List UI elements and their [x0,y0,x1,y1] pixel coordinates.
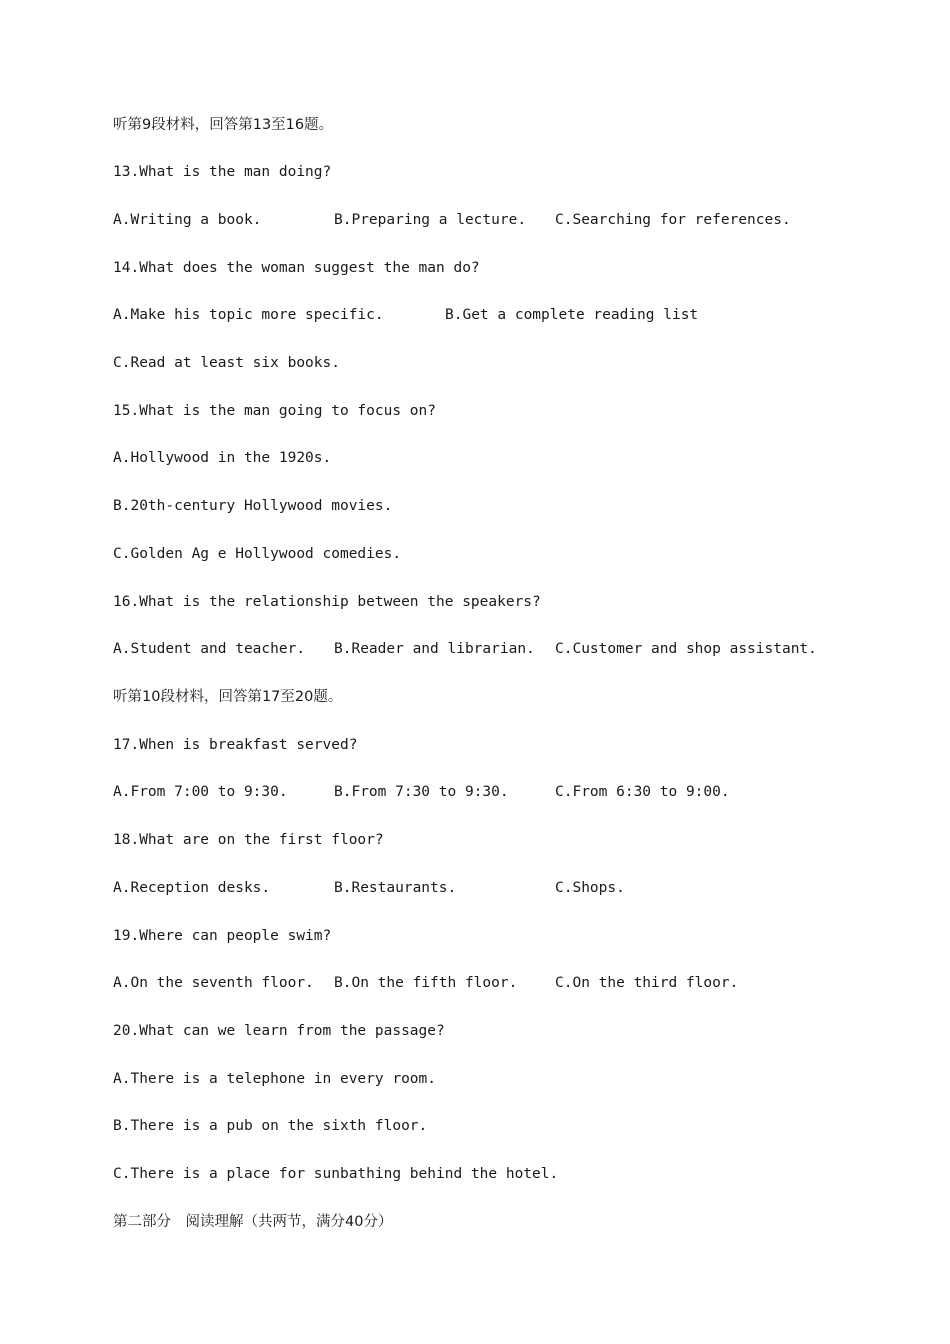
q13-option-a: A.Writing a book. [113,212,262,228]
q16-option-a: A.Student and teacher. [113,641,306,657]
q20-option-a: A.There is a telephone in every room. [113,1071,437,1087]
q14-option-c: C.Read at least six books. [113,355,340,371]
q17-option-a: A.From 7:00 to 9:30. [113,784,288,800]
q14-option-b: B.Get a complete reading list [445,307,699,323]
question-20: 20.What can we learn from the passage? [113,1023,445,1039]
q20-option-c: C.There is a place for sunbathing behind the hotel. [113,1166,559,1182]
q16-option-b: B.Reader and librarian. [334,641,535,657]
section-9-header: 听第9段材料，回答第13至16题。 [113,117,334,133]
question-17: 17.When is breakfast served? [113,737,358,753]
q13-option-c: C.Searching for references. [555,212,791,228]
q17-option-c: C.From 6:30 to 9:00. [555,784,730,800]
question-13: 13.What is the man doing? [113,164,332,180]
q19-option-c: C.On the third floor. [555,975,739,991]
q18-option-c: C.Shops. [555,880,625,896]
question-15: 15.What is the man going to focus on? [113,403,437,419]
q14-option-a: A.Make his topic more specific. [113,307,384,323]
q18-option-b: B.Restaurants. [334,880,457,896]
question-18: 18.What are on the first floor? [113,832,384,848]
q17-option-b: B.From 7:30 to 9:30. [334,784,509,800]
q13-option-b: B.Preparing a lecture. [334,212,527,228]
q20-option-b: B.There is a pub on the sixth floor. [113,1118,428,1134]
part-2-header: 第二部分 阅读理解（共两节，满分40分） [113,1214,393,1230]
q15-option-b: B.20th-century Hollywood movies. [113,498,393,514]
question-16: 16.What is the relationship between the speakers? [113,594,541,610]
section-10-header: 听第10段材料，回答第17至20题。 [113,689,343,705]
q16-option-c: C.Customer and shop assistant. [555,641,817,657]
q15-option-a: A.Hollywood in the 1920s. [113,450,332,466]
question-19: 19.Where can people swim? [113,928,332,944]
question-14: 14.What does the woman suggest the man do? [113,260,480,276]
q15-option-c: C.Golden Ag e Hollywood comedies. [113,546,402,562]
q18-option-a: A.Reception desks. [113,880,271,896]
q19-option-b: B.On the fifth floor. [334,975,518,991]
q19-option-a: A.On the seventh floor. [113,975,314,991]
